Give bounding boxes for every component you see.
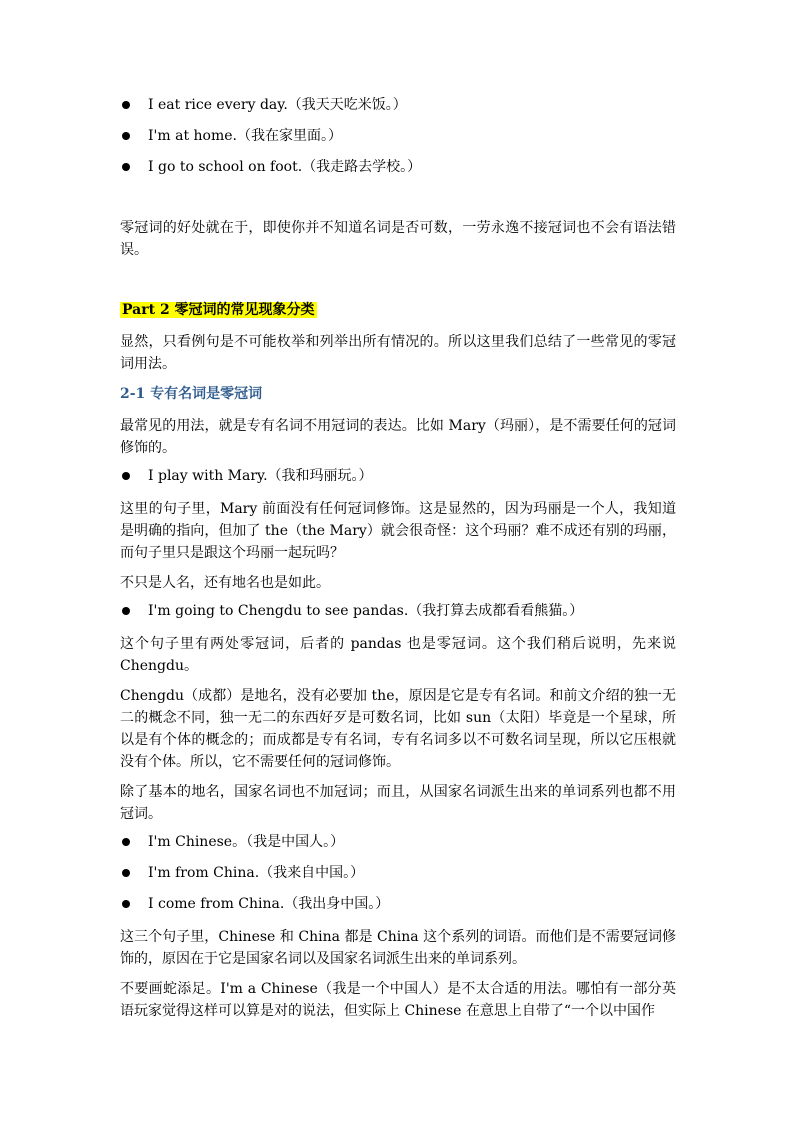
example-sentence: I eat rice every day.（我天天吃米饭。） bbox=[148, 97, 407, 113]
paragraph-two-zero-articles: 这个句子里有两处零冠词，后者的 pandas 也是零冠词。这个我们稍后说明，先来说 Chengdu。 bbox=[120, 636, 676, 674]
highlighted-heading-text: Part 2 零冠词的常见现象分类 bbox=[122, 302, 315, 318]
example-sentence: I'm Chinese。（我是中国人。） bbox=[148, 834, 345, 850]
example-sentence: I go to school on foot.（我走路去学校。） bbox=[148, 159, 422, 175]
paragraph-intro: 显然，只看例句是不可能枚举和列举出所有情况的。所以这里我们总结了一些常见的零冠词用法。 bbox=[120, 334, 676, 372]
list-item bbox=[120, 602, 676, 620]
list-item bbox=[120, 158, 676, 176]
bullet-icon bbox=[122, 900, 130, 908]
example-sentence: I play with Mary.（我和玛丽玩。） bbox=[148, 468, 373, 484]
list-item bbox=[120, 127, 676, 145]
bullet-icon bbox=[122, 132, 130, 140]
paragraph-mary-explanation: 这里的句子里，Mary 前面没有任何冠词修饰。这是显然的，因为玛丽是一个人，我知道是明确的指向，但加了 the（the Mary）就会很奇怪：这个玛丽？难不成还有别的玛丽，而句子里只是跟这个玛丽一起玩吗？ bbox=[120, 501, 676, 561]
bullet-icon bbox=[122, 472, 130, 480]
example-sentence: I come from China.（我出身中国。） bbox=[148, 896, 390, 912]
list-item bbox=[120, 467, 676, 485]
example-sentence: I'm from China.（我来自中国。） bbox=[148, 865, 365, 881]
paragraph-unnecessary-article: 不要画蛇添足。I'm a Chinese（我是一个中国人）是不太合适的用法。哪怕有一部分英语玩家觉得这样可以算是对的说法，但实际上 Chinese 在意思上自带了“一个以中国作 bbox=[120, 981, 676, 1019]
list-item bbox=[120, 833, 676, 851]
bullet-icon bbox=[122, 838, 130, 846]
paragraph-proper-noun: 最常见的用法，就是专有名词不用冠词的表达。比如 Mary（玛丽），是不需要任何的冠词修饰的。 bbox=[120, 418, 676, 456]
list-item bbox=[120, 864, 676, 882]
bullet-icon bbox=[122, 607, 130, 615]
paragraph-three-sentences: 这三个句子里，Chinese 和 China 都是 China 这个系列的词语。而他们是不需要冠词修饰的，原因在于它是国家名词以及国家名词派生出来的单词系列。 bbox=[120, 929, 676, 967]
example-sentence: I'm going to Chengdu to see pandas.（我打算去成都看看熊猫。） bbox=[148, 603, 584, 619]
document-body bbox=[120, 96, 676, 1030]
list-item bbox=[120, 895, 676, 913]
paragraph-place-names: 不只是人名，还有地名也是如此。 bbox=[120, 575, 330, 591]
list-item bbox=[120, 96, 676, 114]
section-heading-part-2 bbox=[120, 299, 676, 321]
subsection-heading-2-1: 2-1 专有名词是零冠词 bbox=[120, 386, 263, 402]
paragraph-country-names: 除了基本的地名，国家名词也不加冠词；而且，从国家名词派生出来的单词系列也都不用冠词。 bbox=[120, 784, 676, 822]
paragraph-zero-article-benefit: 零冠词的好处就在于，即使你并不知道名词是否可数，一劳永逸不接冠词也不会有语法错误。 bbox=[120, 220, 676, 258]
bullet-icon bbox=[122, 101, 130, 109]
bullet-icon bbox=[122, 163, 130, 171]
paragraph-chengdu: Chengdu（成都）是地名，没有必要加 the，原因是它是专有名词。和前文介绍的独一无二的概念不同，独一无二的东西好歹是可数名词，比如 sun（太阳）毕竟是一个星球，所以是有个体的概念的；而成都是专有名词，专有名词多以不可数名词呈现，所以它压根就没有个体。所以，它不需要任何的冠词修饰。 bbox=[120, 688, 676, 770]
example-sentence: I'm at home.（我在家里面。） bbox=[148, 128, 342, 144]
bullet-icon bbox=[122, 869, 130, 877]
